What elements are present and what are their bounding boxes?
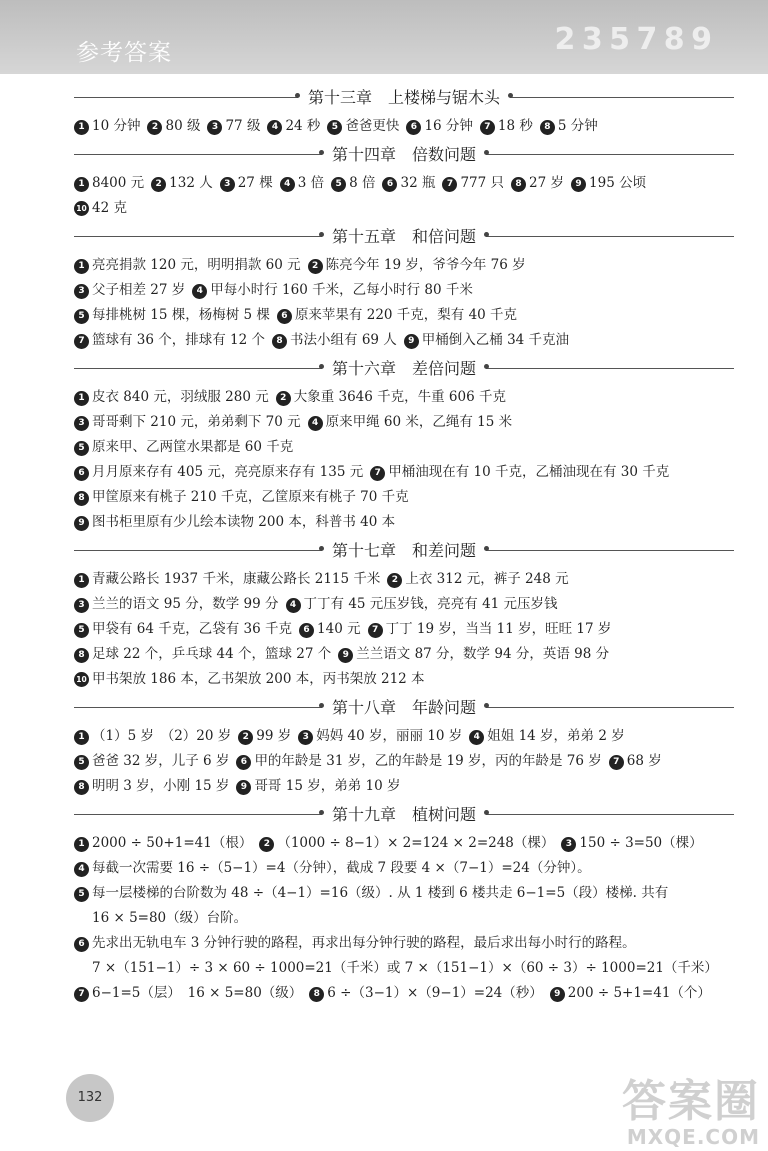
answer-number-badge: 9 <box>404 334 419 349</box>
answer-number-badge: 6 <box>299 623 314 638</box>
header-title: 参考答案 <box>76 40 172 66</box>
answer-item <box>298 728 462 744</box>
answer-item <box>561 835 702 851</box>
chapter-section <box>74 694 734 799</box>
answer-item <box>511 175 564 191</box>
answer-number-badge: 5 <box>74 887 89 902</box>
answer-item <box>299 621 361 637</box>
answer-item <box>74 778 229 794</box>
chapter-title: 第十五章 和倍问题 <box>322 224 486 247</box>
answer-number-badge: 7 <box>370 466 385 481</box>
answer-item <box>74 489 409 505</box>
answer-item <box>74 596 279 612</box>
answer-item <box>276 389 506 405</box>
answer-number-badge: 6 <box>74 937 89 952</box>
chapter-title: 第十三章 上楼梯与锯木头 <box>298 85 510 108</box>
answer-number-badge: 4 <box>308 416 323 431</box>
answer-text: 150 ÷ 3=50（棵） <box>579 835 703 851</box>
chapter-header <box>74 223 734 249</box>
answer-item <box>92 910 247 926</box>
answer-item <box>74 282 185 298</box>
header-decoration-numbers: 2 3 5 7 8 9 <box>554 22 710 57</box>
answer-number-badge: 4 <box>74 862 89 877</box>
answer-line <box>74 435 734 460</box>
answer-number-badge: 3 <box>220 177 235 192</box>
answer-text: 每一层楼梯的台阶数为 48 ÷（4−1）=16（级）. 从 1 楼到 6 楼共走 6−1=5（段）楼梯. 共有 <box>92 885 669 901</box>
answer-text: 27 岁 <box>529 175 565 191</box>
answer-text: 6−1=5（层） 16 × 5=80（级） <box>92 985 303 1001</box>
answer-item <box>368 621 612 637</box>
answer-item <box>192 282 473 298</box>
answer-number-badge: 9 <box>236 780 251 795</box>
answer-line <box>74 592 734 617</box>
answer-number-badge: 4 <box>267 120 282 135</box>
answer-text: 77 级 <box>225 118 261 134</box>
answer-text: 青藏公路长 1937 千米，康藏公路长 2115 千米 <box>92 571 381 587</box>
answer-line <box>74 724 734 749</box>
answer-text: 父子相差 27 岁 <box>92 282 186 298</box>
answer-text: 哥哥剩下 210 元，弟弟剩下 70 元 <box>92 414 301 430</box>
answer-item <box>220 175 273 191</box>
answer-text: 27 棵 <box>237 175 273 191</box>
answer-text: 哥哥 15 岁，弟弟 10 岁 <box>254 778 401 794</box>
answer-text: 皮衣 840 元，羽绒服 280 元 <box>92 389 269 405</box>
answer-number-badge: 8 <box>74 491 89 506</box>
answer-number-badge: 8 <box>309 987 324 1002</box>
answer-item <box>74 571 380 587</box>
answer-item <box>469 728 624 744</box>
rule-dot <box>484 232 489 237</box>
answer-line <box>74 303 734 328</box>
answer-line <box>74 981 734 1006</box>
answer-number-badge: 4 <box>192 284 207 299</box>
answer-line <box>74 278 734 303</box>
answer-number-badge: 9 <box>338 648 353 663</box>
answer-text: 爸爸 32 岁，儿子 6 岁 <box>92 753 230 769</box>
answer-number-badge: 7 <box>480 120 495 135</box>
answer-text: 132 人 <box>169 175 213 191</box>
answer-item <box>308 414 513 430</box>
answer-text: 甲桶倒入乙桶 34 千克油 <box>421 332 570 348</box>
chapter-section <box>74 801 734 1006</box>
answer-item <box>74 671 425 687</box>
rule-dot <box>484 703 489 708</box>
answer-item <box>74 860 591 876</box>
answer-text: 先求出无轨电车 3 分钟行驶的路程，再求出每分钟行驶的路程，最后求出每小时行的路程。 <box>92 935 636 951</box>
chapter-title: 第十八章 年龄问题 <box>322 695 486 718</box>
answer-item <box>404 332 569 348</box>
answer-number-badge: 7 <box>74 987 89 1002</box>
answer-line <box>74 856 734 881</box>
rule-dot <box>508 93 513 98</box>
answer-item <box>74 935 636 951</box>
answer-number-badge: 3 <box>74 416 89 431</box>
answer-text: 68 岁 <box>626 753 662 769</box>
answer-number-badge: 1 <box>74 120 89 135</box>
answer-number-badge: 1 <box>74 177 89 192</box>
answer-number-badge: 6 <box>74 466 89 481</box>
answer-text: 上衣 312 元，裤子 248 元 <box>405 571 569 587</box>
chapter-title: 第十七章 和差问题 <box>322 538 486 561</box>
answer-text: 24 秒 <box>285 118 321 134</box>
answer-line <box>74 253 734 278</box>
answer-number-badge: 4 <box>280 177 295 192</box>
answer-line <box>74 931 734 956</box>
answer-text: 原来甲、乙两筐水果都是 60 千克 <box>92 439 294 455</box>
answer-item <box>609 753 662 769</box>
answer-line <box>74 642 734 667</box>
answer-line <box>74 774 734 799</box>
answer-item <box>236 778 400 794</box>
answer-item <box>236 753 601 769</box>
chapter-header <box>74 694 734 720</box>
answer-text: 甲桶油现在有 10 千克，乙桶油现在有 30 千克 <box>388 464 670 480</box>
answer-text: 明明 3 岁，小刚 15 岁 <box>92 778 230 794</box>
answer-line <box>74 749 734 774</box>
answer-text: 2000 ÷ 50+1=41（根） <box>92 835 253 851</box>
answer-text: 篮球有 36 个，排球有 12 个 <box>92 332 266 348</box>
answer-item <box>74 118 140 134</box>
answer-item <box>74 835 252 851</box>
watermark-logo-text: 答案圈 <box>622 1076 760 1127</box>
answer-item <box>540 118 598 134</box>
answer-number-badge: 3 <box>74 598 89 613</box>
answer-number-badge: 10 <box>74 201 89 216</box>
answer-item <box>74 332 265 348</box>
answer-number-badge: 9 <box>571 177 586 192</box>
chapter-title: 第十六章 差倍问题 <box>322 356 486 379</box>
answer-text: 3 倍 <box>297 175 325 191</box>
answer-number-badge: 4 <box>286 598 301 613</box>
answer-number-badge: 6 <box>382 177 397 192</box>
answer-text: 书法小组有 69 人 <box>290 332 397 348</box>
answer-line <box>74 831 734 856</box>
answer-number-badge: 8 <box>74 780 89 795</box>
chapter-title: 第十四章 倍数问题 <box>322 142 486 165</box>
answer-number-badge: 9 <box>550 987 565 1002</box>
answer-item <box>550 985 711 1001</box>
answer-number-badge: 2 <box>147 120 162 135</box>
answer-item <box>272 332 397 348</box>
answer-item <box>92 960 718 976</box>
answer-number-badge: 1 <box>74 391 89 406</box>
answer-line <box>74 385 734 410</box>
answer-item <box>280 175 324 191</box>
answer-item <box>74 621 292 637</box>
answer-item <box>406 118 472 134</box>
answer-text: 甲袋有 64 千克，乙袋有 36 千克 <box>92 621 293 637</box>
answer-number-badge: 2 <box>151 177 166 192</box>
answer-text: 16 分钟 <box>424 118 473 134</box>
answer-text: 99 岁 <box>256 728 292 744</box>
answer-text: 兰兰的语文 95 分，数学 99 分 <box>92 596 279 612</box>
answer-item <box>207 118 260 134</box>
chapter-header <box>74 141 734 167</box>
answer-text: 5 分钟 <box>557 118 598 134</box>
rule-dot <box>319 232 324 237</box>
answer-text: 丁丁 19 岁，当当 11 岁，旺旺 17 岁 <box>385 621 612 637</box>
answer-text: 甲的年龄是 31 岁，乙的年龄是 19 岁，丙的年龄是 76 岁 <box>254 753 602 769</box>
chapter-section <box>74 223 734 353</box>
answer-text: （1000 ÷ 8−1）× 2=124 × 2=248（棵） <box>277 835 555 851</box>
chapter-section <box>74 84 734 139</box>
answer-text: 妈妈 40 岁，丽丽 10 岁 <box>316 728 463 744</box>
answer-number-badge: 7 <box>368 623 383 638</box>
answer-line <box>74 567 734 592</box>
answer-text: 丁丁有 45 元压岁钱，亮亮有 41 元压岁钱 <box>303 596 558 612</box>
answer-item <box>74 985 302 1001</box>
answer-number-badge: 8 <box>74 648 89 663</box>
rule-dot <box>484 150 489 155</box>
answer-number-badge: 2 <box>259 837 274 852</box>
page-number: 132 <box>66 1074 114 1122</box>
answer-item <box>74 200 127 216</box>
answer-number-badge: 5 <box>74 623 89 638</box>
answer-item <box>382 175 435 191</box>
answer-text: 爸爸更快 <box>345 118 400 134</box>
rule-dot <box>484 546 489 551</box>
chapter-section <box>74 537 734 692</box>
answer-line <box>74 881 734 906</box>
answer-item <box>74 439 293 455</box>
answer-item <box>74 464 363 480</box>
answer-number-badge: 2 <box>238 730 253 745</box>
answer-line <box>74 906 734 931</box>
answer-number-badge: 5 <box>74 755 89 770</box>
chapter-header <box>74 537 734 563</box>
answer-number-badge: 8 <box>540 120 555 135</box>
answer-item <box>331 175 375 191</box>
rule-dot <box>295 93 300 98</box>
answer-item <box>74 728 231 744</box>
answer-item <box>286 596 558 612</box>
answer-number-badge: 5 <box>74 441 89 456</box>
answer-number-badge: 5 <box>74 309 89 324</box>
answer-text: 10 分钟 <box>92 118 141 134</box>
answer-line <box>74 196 734 221</box>
answer-item <box>277 307 517 323</box>
answer-item <box>74 414 301 430</box>
answer-text: 原来甲绳 60 米，乙绳有 15 米 <box>325 414 513 430</box>
answer-number-badge: 8 <box>511 177 526 192</box>
answer-text: 200 ÷ 5+1=41（个） <box>567 985 711 1001</box>
answer-item <box>387 571 568 587</box>
answer-line <box>74 410 734 435</box>
answer-item <box>74 646 331 662</box>
answer-text: 月月原来存有 405 元，亮亮原来存有 135 元 <box>92 464 364 480</box>
answer-item <box>74 885 668 901</box>
answer-line <box>74 956 734 981</box>
answer-text: （1）5 岁 （2）20 岁 <box>92 728 232 744</box>
rule-dot <box>319 546 324 551</box>
answer-text: 足球 22 个，乒乓球 44 个，篮球 27 个 <box>92 646 332 662</box>
answer-item <box>151 175 213 191</box>
answer-number-badge: 7 <box>74 334 89 349</box>
answer-text: 16 × 5=80（级）台阶。 <box>92 910 248 926</box>
chapter-section <box>74 141 734 221</box>
answer-text: 80 级 <box>165 118 201 134</box>
answer-number-badge: 1 <box>74 730 89 745</box>
answer-number-badge: 3 <box>298 730 313 745</box>
answer-line <box>74 667 734 692</box>
answer-number-badge: 3 <box>561 837 576 852</box>
rule-dot <box>319 364 324 369</box>
answer-item <box>238 728 291 744</box>
answer-line <box>74 485 734 510</box>
answer-item <box>308 257 526 273</box>
answer-text: 亮亮捐款 120 元，明明捐款 60 元 <box>92 257 301 273</box>
answer-text: 大象重 3646 千克，牛重 606 千克 <box>293 389 506 405</box>
answer-number-badge: 1 <box>74 573 89 588</box>
answer-number-badge: 7 <box>442 177 457 192</box>
answer-number-badge: 2 <box>276 391 291 406</box>
watermark-url: MXQE.COM <box>626 1125 760 1149</box>
answer-number-badge: 1 <box>74 837 89 852</box>
answer-text: 32 瓶 <box>400 175 436 191</box>
rule-dot <box>319 703 324 708</box>
answer-text: 陈亮今年 19 岁，爷爷今年 76 岁 <box>325 257 526 273</box>
chapter-header <box>74 84 734 110</box>
answer-text: 7 ×（151−1）÷ 3 × 60 ÷ 1000=21（千米）或 7 ×（151−1）×（60 ÷ 3）÷ 1000=21（千米） <box>92 960 718 976</box>
answer-number-badge: 1 <box>74 259 89 274</box>
answer-item <box>267 118 320 134</box>
answer-content <box>74 84 734 1008</box>
answer-text: 18 秒 <box>497 118 533 134</box>
answer-line <box>74 510 734 535</box>
answer-number-badge: 6 <box>406 120 421 135</box>
answer-text: 图书柜里原有少儿绘本读物 200 本，科普书 40 本 <box>92 514 396 530</box>
answer-item <box>259 835 554 851</box>
answer-text: 甲筐原来有桃子 210 千克，乙筐原来有桃子 70 千克 <box>92 489 409 505</box>
answer-item <box>74 257 301 273</box>
rule-dot <box>484 810 489 815</box>
rule-dot <box>319 150 324 155</box>
answer-item <box>338 646 609 662</box>
answer-number-badge: 3 <box>207 120 222 135</box>
chapter-header <box>74 355 734 381</box>
answer-text: 每截一次需要 16 ÷（5−1）=4（分钟），截成 7 段要 4 ×（7−1）=24（分钟）。 <box>92 860 591 876</box>
chapter-title: 第十九章 植树问题 <box>322 802 486 825</box>
answer-text: 8400 元 <box>92 175 145 191</box>
answer-number-badge: 6 <box>277 309 292 324</box>
answer-text: 8 倍 <box>349 175 376 191</box>
answer-line <box>74 617 734 642</box>
answer-item <box>74 307 270 323</box>
answer-item <box>309 985 542 1001</box>
answer-line <box>74 328 734 353</box>
answer-text: 每排桃树 15 棵，杨梅树 5 棵 <box>92 307 270 323</box>
answer-item <box>327 118 399 134</box>
answer-number-badge: 8 <box>272 334 287 349</box>
answer-line <box>74 171 734 196</box>
chapter-header <box>74 801 734 827</box>
answer-number-badge: 6 <box>236 755 251 770</box>
page-header <box>0 0 768 74</box>
answer-item <box>74 175 144 191</box>
answer-text: 甲书架放 186 本，乙书架放 200 本，丙书架放 212 本 <box>92 671 425 687</box>
answer-item <box>370 464 669 480</box>
answer-number-badge: 10 <box>74 672 89 687</box>
answer-number-badge: 5 <box>327 120 342 135</box>
answer-number-badge: 3 <box>74 284 89 299</box>
answer-item <box>74 389 269 405</box>
watermark <box>622 1078 760 1148</box>
answer-item <box>571 175 646 191</box>
answer-text: 姐姐 14 岁，弟弟 2 岁 <box>487 728 625 744</box>
answer-text: 兰兰语文 87 分，数学 94 分，英语 98 分 <box>356 646 610 662</box>
answer-line <box>74 460 734 485</box>
answer-number-badge: 7 <box>609 755 624 770</box>
rule-dot <box>319 810 324 815</box>
answer-text: 777 只 <box>460 175 505 191</box>
answer-text: 甲每小时行 160 千米，乙每小时行 80 千米 <box>210 282 473 298</box>
answer-item <box>480 118 533 134</box>
answer-item <box>442 175 504 191</box>
answer-text: 42 克 <box>92 200 127 216</box>
answer-text: 140 元 <box>317 621 361 637</box>
answer-item <box>74 753 229 769</box>
answer-number-badge: 5 <box>331 177 346 192</box>
answer-text: 195 公顷 <box>589 175 647 191</box>
answer-item <box>147 118 200 134</box>
answer-number-badge: 2 <box>387 573 402 588</box>
answer-text: 原来苹果有 220 千克，梨有 40 千克 <box>294 307 518 323</box>
answer-number-badge: 9 <box>74 516 89 531</box>
answer-number-badge: 4 <box>469 730 484 745</box>
chapter-section <box>74 355 734 535</box>
answer-text: 6 ÷（3−1）×（9−1）=24（秒） <box>327 985 543 1001</box>
answer-number-badge: 2 <box>308 259 323 274</box>
answer-item <box>74 514 395 530</box>
rule-dot <box>484 364 489 369</box>
answer-line <box>74 114 734 139</box>
